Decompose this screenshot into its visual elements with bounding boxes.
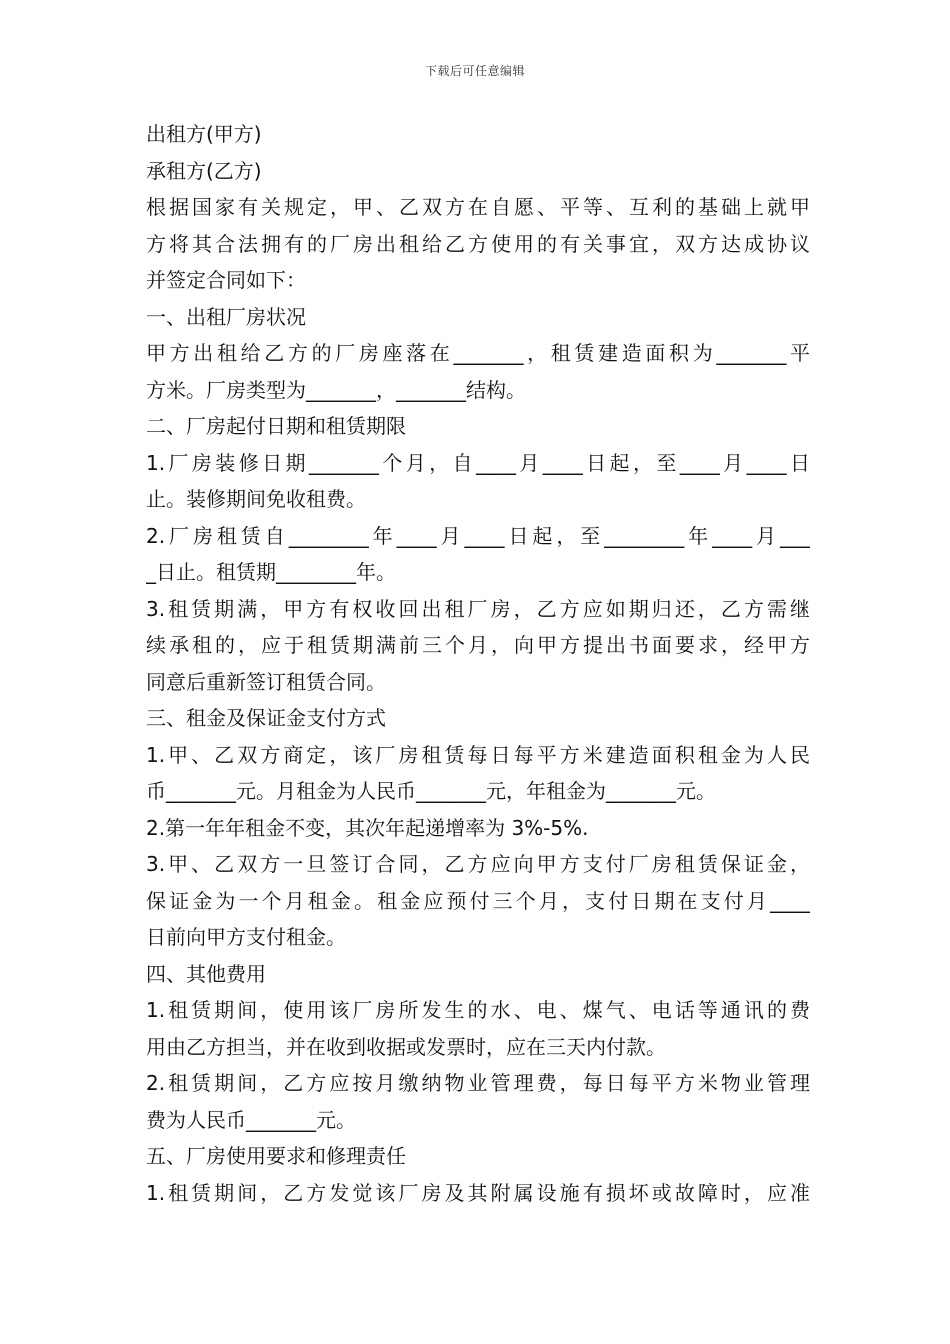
paragraph-line: 日前向甲方支付租金。 — [146, 925, 346, 949]
page-header: 下载后可任意编辑 — [424, 64, 525, 78]
paragraph-line: 续承租的，应于租赁期满前三个月，向甲方提出书面要求，经甲方 — [146, 633, 810, 657]
document-body — [146, 116, 810, 1211]
paragraph-line: 费为人民币_______元。 — [146, 1107, 356, 1132]
paragraph-line: 止。装修期间免收租费。 — [146, 487, 366, 511]
paragraph-line: 1.租赁期间，使用该厂房所发生的水、电、煤气、电话等通讯的费 — [146, 998, 810, 1022]
paragraph-line: 2.租赁期间，乙方应按月缴纳物业管理费，每日每平方米物业管理 — [146, 1071, 810, 1095]
section-heading: 三、租金及保证金支付方式 — [146, 706, 386, 730]
paragraph-line: 3.甲、乙双方一旦签订合同，乙方应向甲方支付厂房租赁保证金， — [146, 852, 810, 876]
paragraph-line: 1.厂房装修日期_______个月，自____月____日起，至____月____日 — [146, 450, 810, 475]
paragraph-line: 并签定合同如下： — [146, 268, 306, 292]
paragraph-line: _日止。租赁期________年。 — [146, 560, 396, 584]
section-heading: 五、厂房使用要求和修理责任 — [146, 1144, 406, 1168]
paragraph-line: 1.甲、乙双方商定，该厂房租赁每日每平方米建造面积租金为人民 — [146, 742, 810, 767]
paragraph-line: 甲方出租给乙方的厂房座落在_______，租赁建造面积为_______平 — [146, 341, 810, 365]
paragraph-line: 根据国家有关规定，甲、乙双方在自愿、平等、互利的基础上就甲 — [146, 195, 810, 219]
section-heading: 四、其他费用 — [146, 961, 266, 986]
paragraph-line: 方将其合法拥有的厂房出租给乙方使用的有关事宜，双方达成协议 — [146, 231, 810, 256]
lessee-line: 承租方(乙方) — [146, 158, 262, 183]
paragraph-line: 保证金为一个月租金。租金应预付三个月，支付日期在支付月____ — [146, 888, 810, 913]
lessor-line: 出租方(甲方) — [146, 122, 262, 146]
paragraph-line: 同意后重新签订租赁合同。 — [146, 669, 386, 694]
section-heading: 一、出租厂房状况 — [146, 304, 306, 329]
paragraph-line: 2.第一年年租金不变，其次年起递增率为 3%-5%. — [146, 815, 589, 840]
section-heading: 二、厂房起付日期和租赁期限 — [146, 414, 406, 438]
paragraph-line: 用由乙方担当，并在收到收据或发票时，应在三天内付款。 — [146, 1034, 666, 1059]
paragraph-line: 方米。厂房类型为_______，_______结构。 — [146, 377, 526, 402]
paragraph-line: 币_______元。月租金为人民币_______元，年租金为_______元。 — [146, 779, 716, 803]
paragraph-line: 2.厂房租赁自________年____月____日起，至________年____月___ — [146, 523, 810, 548]
paragraph-line: 1.租赁期间，乙方发觉该厂房及其附属设施有损坏或故障时，应准 — [146, 1180, 810, 1205]
paragraph-line: 3.租赁期满，甲方有权收回出租厂房，乙方应如期归还，乙方需继 — [146, 596, 810, 621]
